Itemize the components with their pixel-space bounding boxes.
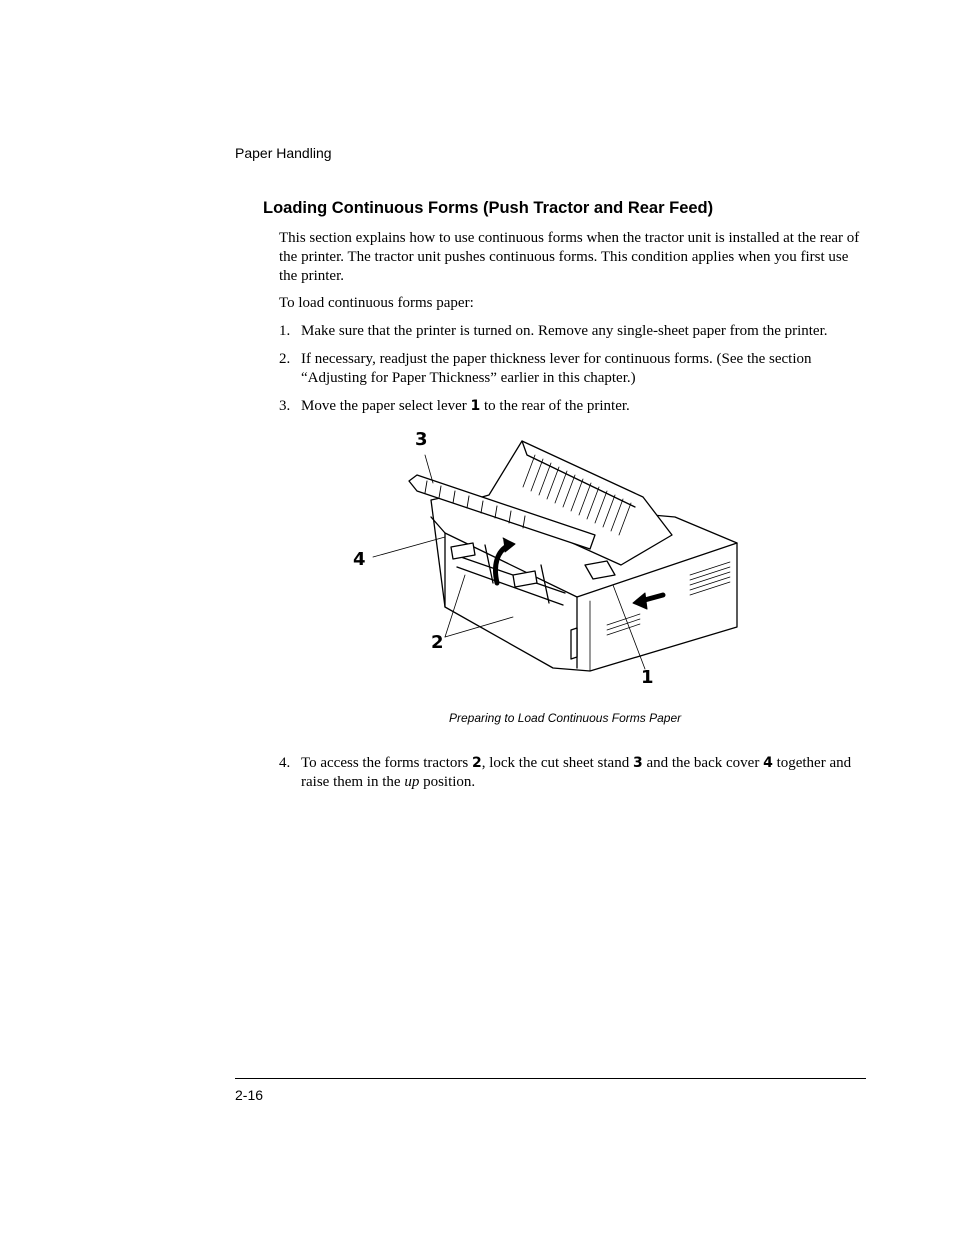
callout-3: 3	[415, 429, 428, 450]
callout-ref: 3	[632, 755, 643, 771]
section-title: Loading Continuous Forms (Push Tractor and Rear Feed)	[263, 199, 714, 217]
step-text-part: Move the paper select lever	[301, 398, 471, 414]
step-text	[301, 397, 869, 416]
emphasis-text: up	[404, 774, 420, 790]
callout-4: 4	[353, 549, 366, 570]
step-text	[301, 754, 869, 792]
list-item	[279, 350, 869, 388]
step-text-part: position.	[419, 774, 476, 790]
footer-rule	[235, 1078, 866, 1079]
step-text: Make sure that the printer is turned on. Remove any single-sheet paper from the printer.	[301, 323, 828, 339]
page-number: 2-16	[235, 1087, 264, 1103]
step-text-part: and the back cover	[642, 755, 764, 771]
figure-caption: Preparing to Load Continuous Forms Paper	[449, 711, 682, 725]
step-text-part: to the rear of the printer.	[480, 398, 630, 414]
step-text-part: , lock the cut sheet stand	[481, 755, 633, 771]
callout-2: 2	[431, 632, 444, 653]
lead-in-text: To load continuous forms paper:	[279, 295, 474, 311]
step-number: 4.	[279, 755, 291, 771]
list-item	[279, 322, 869, 341]
step-text: If necessary, readjust the paper thickness lever for continuous forms. (See the section “Adjusting for Paper Thickness” earlier in this chapter.)	[301, 351, 812, 386]
step-number: 2.	[279, 351, 291, 367]
callout-ref: 1	[470, 398, 481, 414]
running-head: Paper Handling	[235, 145, 332, 161]
step-text-part: To access the forms tractors	[301, 755, 472, 771]
step-number: 3.	[279, 398, 291, 414]
list-item	[279, 754, 869, 792]
intro-paragraph: This section explains how to use continuous forms when the tractor unit is installed at the rear of the printer. The tractor unit pushes continuous forms. This condition applies when you first use the printer.	[279, 230, 860, 284]
callout-ref: 4	[763, 755, 773, 771]
step-number: 1.	[279, 323, 291, 339]
callout-1: 1	[641, 667, 654, 688]
callout-ref: 2	[471, 755, 482, 771]
printer-illustration	[345, 425, 765, 695]
step-text-part: together and raise them in the	[301, 755, 852, 790]
list-item	[279, 397, 869, 416]
